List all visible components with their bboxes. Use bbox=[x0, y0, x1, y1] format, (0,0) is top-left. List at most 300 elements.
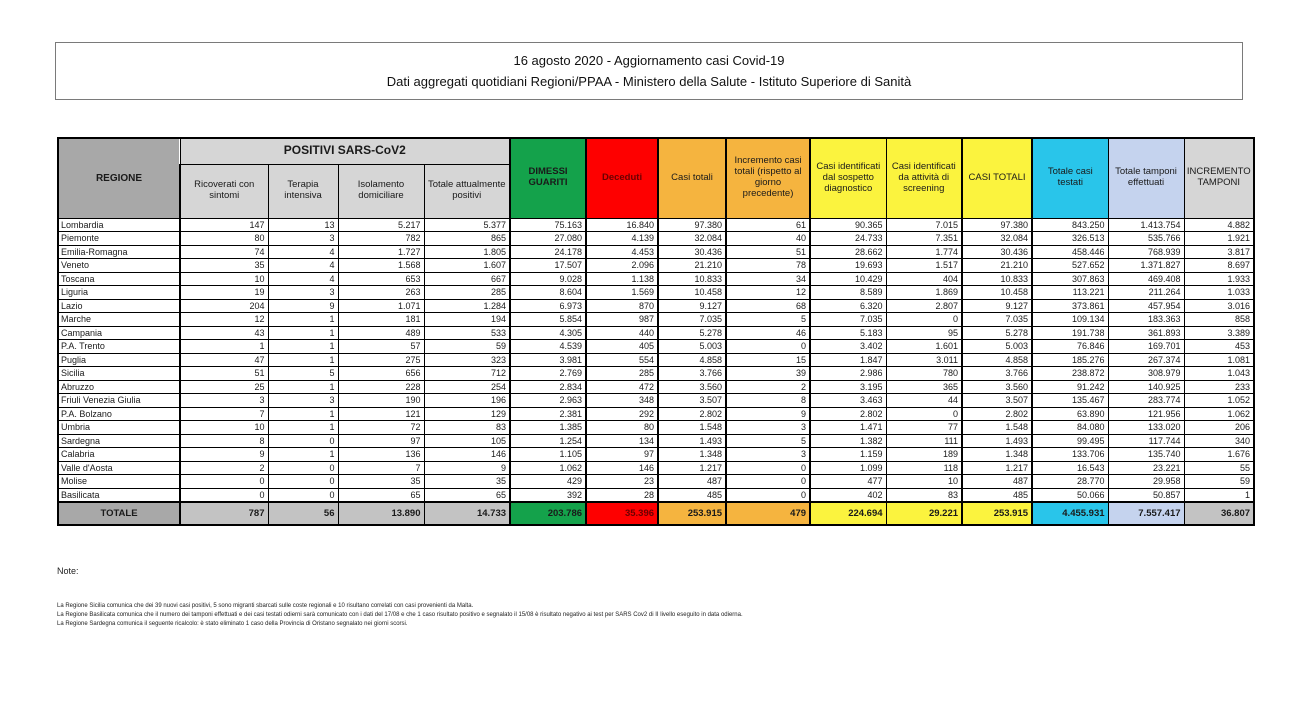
value-cell: 28.770 bbox=[1032, 475, 1108, 489]
value-cell: 348 bbox=[586, 394, 658, 408]
value-cell: 9.127 bbox=[962, 299, 1032, 313]
value-cell: 7.035 bbox=[810, 313, 886, 327]
value-cell: 3.507 bbox=[658, 394, 726, 408]
value-cell: 10 bbox=[886, 475, 962, 489]
region-name-cell: P.A. Trento bbox=[58, 340, 180, 354]
value-cell: 74 bbox=[180, 245, 268, 259]
value-cell: 76.846 bbox=[1032, 340, 1108, 354]
value-cell: 4.139 bbox=[586, 232, 658, 246]
value-cell: 987 bbox=[586, 313, 658, 327]
value-cell: 59 bbox=[424, 340, 510, 354]
total-value-cell: 787 bbox=[180, 502, 268, 525]
value-cell: 9 bbox=[180, 448, 268, 462]
value-cell: 0 bbox=[726, 461, 810, 475]
value-cell: 181 bbox=[338, 313, 424, 327]
value-cell: 3.766 bbox=[962, 367, 1032, 381]
value-cell: 35 bbox=[338, 475, 424, 489]
total-row bbox=[58, 502, 1254, 525]
value-cell: 113.221 bbox=[1032, 286, 1108, 300]
column-header-casi-sospetto-diagnostico: Casi identificati dal sospetto diagnostico bbox=[810, 138, 886, 218]
value-cell: 843.250 bbox=[1032, 218, 1108, 232]
total-value-cell: 203.786 bbox=[510, 502, 586, 525]
value-cell: 80 bbox=[180, 232, 268, 246]
value-cell: 1 bbox=[180, 340, 268, 354]
value-cell: 211.264 bbox=[1108, 286, 1184, 300]
value-cell: 8.604 bbox=[510, 286, 586, 300]
value-cell: 59 bbox=[1184, 475, 1254, 489]
value-cell: 1 bbox=[1184, 488, 1254, 502]
value-cell: 7.015 bbox=[886, 218, 962, 232]
value-cell: 4.858 bbox=[658, 353, 726, 367]
region-name-cell: Puglia bbox=[58, 353, 180, 367]
value-cell: 487 bbox=[658, 475, 726, 489]
table-row bbox=[58, 353, 1254, 367]
value-cell: 21.210 bbox=[962, 259, 1032, 273]
value-cell: 135.740 bbox=[1108, 448, 1184, 462]
value-cell: 129 bbox=[424, 407, 510, 421]
value-cell: 1.062 bbox=[1184, 407, 1254, 421]
table-row bbox=[58, 232, 1254, 246]
value-cell: 140.925 bbox=[1108, 380, 1184, 394]
value-cell: 485 bbox=[962, 488, 1032, 502]
value-cell: 1 bbox=[268, 353, 338, 367]
value-cell: 91.242 bbox=[1032, 380, 1108, 394]
value-cell: 10.458 bbox=[962, 286, 1032, 300]
value-cell: 83 bbox=[886, 488, 962, 502]
value-cell: 0 bbox=[268, 475, 338, 489]
value-cell: 5.183 bbox=[810, 326, 886, 340]
value-cell: 117.744 bbox=[1108, 434, 1184, 448]
value-cell: 118 bbox=[886, 461, 962, 475]
value-cell: 2 bbox=[180, 461, 268, 475]
value-cell: 5 bbox=[726, 313, 810, 327]
value-cell: 489 bbox=[338, 326, 424, 340]
value-cell: 2.802 bbox=[962, 407, 1032, 421]
region-name-cell: Emilia-Romagna bbox=[58, 245, 180, 259]
value-cell: 183.363 bbox=[1108, 313, 1184, 327]
value-cell: 10.458 bbox=[658, 286, 726, 300]
value-cell: 1.348 bbox=[658, 448, 726, 462]
value-cell: 1.471 bbox=[810, 421, 886, 435]
value-cell: 9 bbox=[424, 461, 510, 475]
value-cell: 3 bbox=[268, 286, 338, 300]
total-label-cell: TOTALE bbox=[58, 502, 180, 525]
table-row bbox=[58, 448, 1254, 462]
value-cell: 1.217 bbox=[658, 461, 726, 475]
value-cell: 275 bbox=[338, 353, 424, 367]
value-cell: 51 bbox=[726, 245, 810, 259]
value-cell: 1.548 bbox=[658, 421, 726, 435]
value-cell: 10.833 bbox=[962, 272, 1032, 286]
value-cell: 1.348 bbox=[962, 448, 1032, 462]
value-cell: 865 bbox=[424, 232, 510, 246]
table-row bbox=[58, 461, 1254, 475]
value-cell: 97.380 bbox=[658, 218, 726, 232]
value-cell: 1.043 bbox=[1184, 367, 1254, 381]
value-cell: 50.857 bbox=[1108, 488, 1184, 502]
value-cell: 0 bbox=[268, 488, 338, 502]
value-cell: 5.854 bbox=[510, 313, 586, 327]
table-row bbox=[58, 313, 1254, 327]
value-cell: 121 bbox=[338, 407, 424, 421]
table-row bbox=[58, 218, 1254, 232]
value-cell: 77 bbox=[886, 421, 962, 435]
total-value-cell: 29.221 bbox=[886, 502, 962, 525]
value-cell: 105 bbox=[424, 434, 510, 448]
table-row bbox=[58, 434, 1254, 448]
value-cell: 72 bbox=[338, 421, 424, 435]
region-name-cell: Sicilia bbox=[58, 367, 180, 381]
value-cell: 9 bbox=[268, 299, 338, 313]
value-cell: 4 bbox=[268, 259, 338, 273]
value-cell: 1.607 bbox=[424, 259, 510, 273]
value-cell: 12 bbox=[180, 313, 268, 327]
value-cell: 7.351 bbox=[886, 232, 962, 246]
column-header-totale-casi-testati: Totale casi testati bbox=[1032, 138, 1108, 218]
table-row bbox=[58, 259, 1254, 273]
table-footer bbox=[58, 502, 1254, 525]
value-cell: 3.016 bbox=[1184, 299, 1254, 313]
value-cell: 50.066 bbox=[1032, 488, 1108, 502]
value-cell: 78 bbox=[726, 259, 810, 273]
table-row bbox=[58, 245, 1254, 259]
value-cell: 23.221 bbox=[1108, 461, 1184, 475]
value-cell: 535.766 bbox=[1108, 232, 1184, 246]
value-cell: 3 bbox=[726, 421, 810, 435]
value-cell: 15 bbox=[726, 353, 810, 367]
value-cell: 2.802 bbox=[658, 407, 726, 421]
column-header-incremento-casi: Incremento casi totali (rispetto al giorno precedente) bbox=[726, 138, 810, 218]
value-cell: 6.973 bbox=[510, 299, 586, 313]
value-cell: 146 bbox=[586, 461, 658, 475]
value-cell: 133.706 bbox=[1032, 448, 1108, 462]
value-cell: 9 bbox=[726, 407, 810, 421]
value-cell: 32.084 bbox=[962, 232, 1032, 246]
value-cell: 405 bbox=[586, 340, 658, 354]
value-cell: 7 bbox=[338, 461, 424, 475]
region-name-cell: Toscana bbox=[58, 272, 180, 286]
note-line: La Regione Basilicata comunica che il numero dei tamponi effettuati e dei casi testati odierni sarà comunicato con i dati del 17/08 e che 1 caso risultato positivo e segnalato il 15/08 è risultato negativo ai test per SARS Cov2 di II livello eseguito in data odierna. bbox=[57, 612, 743, 618]
value-cell: 3.463 bbox=[810, 394, 886, 408]
value-cell: 267.374 bbox=[1108, 353, 1184, 367]
value-cell: 472 bbox=[586, 380, 658, 394]
value-cell: 402 bbox=[810, 488, 886, 502]
value-cell: 2.834 bbox=[510, 380, 586, 394]
value-cell: 712 bbox=[424, 367, 510, 381]
note-line: La Regione Sardegna comunica il seguente ricalcolo: è stato eliminato 1 caso della Provincia di Oristano segnalato nei giorni scorsi. bbox=[57, 621, 408, 627]
table-row bbox=[58, 299, 1254, 313]
value-cell: 307.863 bbox=[1032, 272, 1108, 286]
notes-label: Note: bbox=[57, 566, 79, 576]
table-row bbox=[58, 380, 1254, 394]
region-name-cell: Valle d'Aosta bbox=[58, 461, 180, 475]
value-cell: 4.453 bbox=[586, 245, 658, 259]
value-cell: 12 bbox=[726, 286, 810, 300]
value-cell: 453 bbox=[1184, 340, 1254, 354]
value-cell: 2.096 bbox=[586, 259, 658, 273]
value-cell: 185.276 bbox=[1032, 353, 1108, 367]
column-header-terapia-intensiva: Terapia intensiva bbox=[268, 164, 338, 218]
value-cell: 469.408 bbox=[1108, 272, 1184, 286]
value-cell: 111 bbox=[886, 434, 962, 448]
value-cell: 3.507 bbox=[962, 394, 1032, 408]
value-cell: 24.178 bbox=[510, 245, 586, 259]
value-cell: 16.543 bbox=[1032, 461, 1108, 475]
value-cell: 340 bbox=[1184, 434, 1254, 448]
value-cell: 196 bbox=[424, 394, 510, 408]
value-cell: 1.774 bbox=[886, 245, 962, 259]
region-name-cell: Abruzzo bbox=[58, 380, 180, 394]
value-cell: 8.589 bbox=[810, 286, 886, 300]
value-cell: 10 bbox=[180, 272, 268, 286]
value-cell: 3.195 bbox=[810, 380, 886, 394]
table-row bbox=[58, 340, 1254, 354]
value-cell: 3 bbox=[726, 448, 810, 462]
value-cell: 1.493 bbox=[962, 434, 1032, 448]
value-cell: 3.560 bbox=[658, 380, 726, 394]
value-cell: 99.495 bbox=[1032, 434, 1108, 448]
value-cell: 8.697 bbox=[1184, 259, 1254, 273]
value-cell: 4.539 bbox=[510, 340, 586, 354]
value-cell: 27.080 bbox=[510, 232, 586, 246]
total-value-cell: 13.890 bbox=[338, 502, 424, 525]
table-row bbox=[58, 394, 1254, 408]
value-cell: 3.766 bbox=[658, 367, 726, 381]
table-row bbox=[58, 407, 1254, 421]
value-cell: 90.365 bbox=[810, 218, 886, 232]
value-cell: 487 bbox=[962, 475, 1032, 489]
value-cell: 3 bbox=[268, 232, 338, 246]
value-cell: 134 bbox=[586, 434, 658, 448]
region-name-cell: Friuli Venezia Giulia bbox=[58, 394, 180, 408]
region-name-cell: Umbria bbox=[58, 421, 180, 435]
value-cell: 1.382 bbox=[810, 434, 886, 448]
value-cell: 0 bbox=[886, 407, 962, 421]
value-cell: 3 bbox=[180, 394, 268, 408]
value-cell: 190 bbox=[338, 394, 424, 408]
value-cell: 1.869 bbox=[886, 286, 962, 300]
value-cell: 65 bbox=[338, 488, 424, 502]
value-cell: 5.377 bbox=[424, 218, 510, 232]
value-cell: 21.210 bbox=[658, 259, 726, 273]
table-row bbox=[58, 286, 1254, 300]
value-cell: 5.217 bbox=[338, 218, 424, 232]
value-cell: 28.662 bbox=[810, 245, 886, 259]
value-cell: 870 bbox=[586, 299, 658, 313]
value-cell: 97.380 bbox=[962, 218, 1032, 232]
value-cell: 4 bbox=[268, 245, 338, 259]
value-cell: 28 bbox=[586, 488, 658, 502]
value-cell: 68 bbox=[726, 299, 810, 313]
value-cell: 169.701 bbox=[1108, 340, 1184, 354]
value-cell: 2.986 bbox=[810, 367, 886, 381]
value-cell: 30.436 bbox=[658, 245, 726, 259]
value-cell: 1.847 bbox=[810, 353, 886, 367]
value-cell: 1.081 bbox=[1184, 353, 1254, 367]
value-cell: 238.872 bbox=[1032, 367, 1108, 381]
value-cell: 23 bbox=[586, 475, 658, 489]
value-cell: 1.676 bbox=[1184, 448, 1254, 462]
value-cell: 2.963 bbox=[510, 394, 586, 408]
value-cell: 0 bbox=[180, 488, 268, 502]
value-cell: 46 bbox=[726, 326, 810, 340]
value-cell: 2.807 bbox=[886, 299, 962, 313]
value-cell: 65 bbox=[424, 488, 510, 502]
value-cell: 10.429 bbox=[810, 272, 886, 286]
value-cell: 55 bbox=[1184, 461, 1254, 475]
value-cell: 1.601 bbox=[886, 340, 962, 354]
region-name-cell: Marche bbox=[58, 313, 180, 327]
value-cell: 1.805 bbox=[424, 245, 510, 259]
region-name-cell: Liguria bbox=[58, 286, 180, 300]
value-cell: 285 bbox=[586, 367, 658, 381]
table-body bbox=[58, 218, 1254, 502]
column-header-casi-screening: Casi identificati da attività di screening bbox=[886, 138, 962, 218]
value-cell: 43 bbox=[180, 326, 268, 340]
value-cell: 1.517 bbox=[886, 259, 962, 273]
value-cell: 135.467 bbox=[1032, 394, 1108, 408]
region-name-cell: Calabria bbox=[58, 448, 180, 462]
value-cell: 1.033 bbox=[1184, 286, 1254, 300]
value-cell: 10.833 bbox=[658, 272, 726, 286]
value-cell: 1 bbox=[268, 421, 338, 435]
value-cell: 189 bbox=[886, 448, 962, 462]
value-cell: 146 bbox=[424, 448, 510, 462]
value-cell: 3.560 bbox=[962, 380, 1032, 394]
value-cell: 5.003 bbox=[658, 340, 726, 354]
value-cell: 5 bbox=[726, 434, 810, 448]
covid-data-table bbox=[57, 137, 1255, 526]
value-cell: 13 bbox=[268, 218, 338, 232]
value-cell: 1.727 bbox=[338, 245, 424, 259]
value-cell: 95 bbox=[886, 326, 962, 340]
value-cell: 10 bbox=[180, 421, 268, 435]
value-cell: 1.385 bbox=[510, 421, 586, 435]
value-cell: 63.890 bbox=[1032, 407, 1108, 421]
region-name-cell: Lombardia bbox=[58, 218, 180, 232]
value-cell: 5.278 bbox=[962, 326, 1032, 340]
value-cell: 2 bbox=[726, 380, 810, 394]
value-cell: 5.003 bbox=[962, 340, 1032, 354]
value-cell: 3.011 bbox=[886, 353, 962, 367]
value-cell: 458.446 bbox=[1032, 245, 1108, 259]
column-header-regione: REGIONE bbox=[58, 138, 180, 218]
value-cell: 39 bbox=[726, 367, 810, 381]
value-cell: 1.921 bbox=[1184, 232, 1254, 246]
value-cell: 24.733 bbox=[810, 232, 886, 246]
value-cell: 233 bbox=[1184, 380, 1254, 394]
column-header-totale-positivi: Totale attualmente positivi bbox=[424, 164, 510, 218]
value-cell: 653 bbox=[338, 272, 424, 286]
region-name-cell: Veneto bbox=[58, 259, 180, 273]
region-name-cell: Molise bbox=[58, 475, 180, 489]
value-cell: 0 bbox=[886, 313, 962, 327]
table-header bbox=[58, 138, 1254, 218]
column-header-casi-totali: Casi totali bbox=[658, 138, 726, 218]
value-cell: 1.062 bbox=[510, 461, 586, 475]
value-cell: 83 bbox=[424, 421, 510, 435]
column-header-dimessi-guariti: DIMESSI GUARITI bbox=[510, 138, 586, 218]
value-cell: 133.020 bbox=[1108, 421, 1184, 435]
region-name-cell: Sardegna bbox=[58, 434, 180, 448]
value-cell: 32.084 bbox=[658, 232, 726, 246]
value-cell: 7.035 bbox=[962, 313, 1032, 327]
value-cell: 263 bbox=[338, 286, 424, 300]
value-cell: 4.305 bbox=[510, 326, 586, 340]
value-cell: 457.954 bbox=[1108, 299, 1184, 313]
value-cell: 19 bbox=[180, 286, 268, 300]
value-cell: 1.493 bbox=[658, 434, 726, 448]
value-cell: 292 bbox=[586, 407, 658, 421]
value-cell: 554 bbox=[586, 353, 658, 367]
table-row bbox=[58, 272, 1254, 286]
value-cell: 1 bbox=[268, 380, 338, 394]
value-cell: 1.138 bbox=[586, 272, 658, 286]
value-cell: 392 bbox=[510, 488, 586, 502]
value-cell: 2.802 bbox=[810, 407, 886, 421]
column-header-deceduti: Deceduti bbox=[586, 138, 658, 218]
value-cell: 17.507 bbox=[510, 259, 586, 273]
value-cell: 1.071 bbox=[338, 299, 424, 313]
value-cell: 44 bbox=[886, 394, 962, 408]
value-cell: 283.774 bbox=[1108, 394, 1184, 408]
total-value-cell: 36.807 bbox=[1184, 502, 1254, 525]
value-cell: 9.127 bbox=[658, 299, 726, 313]
value-cell: 254 bbox=[424, 380, 510, 394]
value-cell: 326.513 bbox=[1032, 232, 1108, 246]
value-cell: 97 bbox=[586, 448, 658, 462]
value-cell: 1.217 bbox=[962, 461, 1032, 475]
value-cell: 858 bbox=[1184, 313, 1254, 327]
table-row bbox=[58, 475, 1254, 489]
value-cell: 429 bbox=[510, 475, 586, 489]
value-cell: 527.652 bbox=[1032, 259, 1108, 273]
value-cell: 768.939 bbox=[1108, 245, 1184, 259]
table-row bbox=[58, 488, 1254, 502]
value-cell: 9.028 bbox=[510, 272, 586, 286]
note-line: La Regione Sicilia comunica che dei 39 nuovi casi positivi, 5 sono migranti sbarcati sulle coste regionali e 10 risultano correlati con casi provenienti da Malta. bbox=[57, 603, 474, 609]
value-cell: 5.278 bbox=[658, 326, 726, 340]
value-cell: 0 bbox=[726, 488, 810, 502]
value-cell: 361.893 bbox=[1108, 326, 1184, 340]
value-cell: 80 bbox=[586, 421, 658, 435]
value-cell: 61 bbox=[726, 218, 810, 232]
value-cell: 1.371.827 bbox=[1108, 259, 1184, 273]
value-cell: 75.163 bbox=[510, 218, 586, 232]
value-cell: 194 bbox=[424, 313, 510, 327]
value-cell: 30.436 bbox=[962, 245, 1032, 259]
value-cell: 1 bbox=[268, 326, 338, 340]
value-cell: 97 bbox=[338, 434, 424, 448]
value-cell: 3.389 bbox=[1184, 326, 1254, 340]
report-title: 16 agosto 2020 - Aggiornamento casi Covid-19 bbox=[513, 53, 785, 68]
value-cell: 0 bbox=[726, 340, 810, 354]
value-cell: 3.981 bbox=[510, 353, 586, 367]
value-cell: 1 bbox=[268, 448, 338, 462]
column-header-ricoverati: Ricoverati con sintomi bbox=[180, 164, 268, 218]
total-value-cell: 35.396 bbox=[586, 502, 658, 525]
value-cell: 4 bbox=[268, 272, 338, 286]
region-name-cell: Campania bbox=[58, 326, 180, 340]
value-cell: 136 bbox=[338, 448, 424, 462]
column-group-positivi: POSITIVI SARS-CoV2 bbox=[180, 138, 510, 164]
value-cell: 667 bbox=[424, 272, 510, 286]
value-cell: 485 bbox=[658, 488, 726, 502]
value-cell: 2.381 bbox=[510, 407, 586, 421]
value-cell: 323 bbox=[424, 353, 510, 367]
value-cell: 7.035 bbox=[658, 313, 726, 327]
total-value-cell: 253.915 bbox=[658, 502, 726, 525]
